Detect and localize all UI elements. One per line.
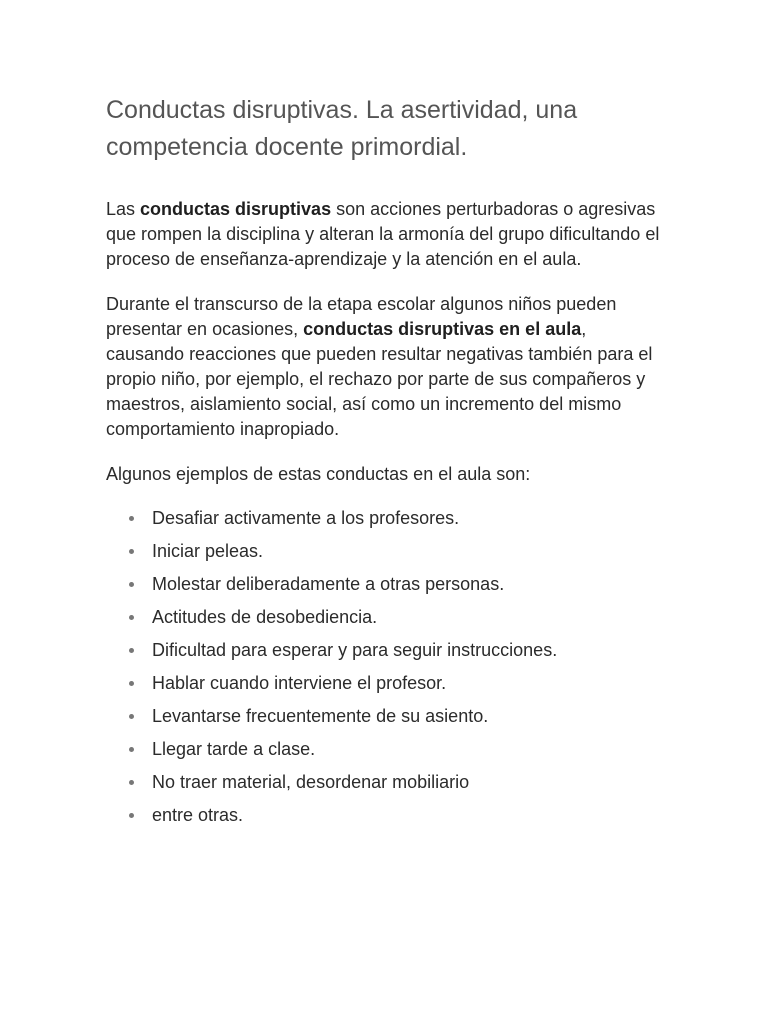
bullet-icon: [129, 582, 134, 587]
list-item: [106, 671, 666, 696]
bullet-icon: [129, 615, 134, 620]
document-page: [106, 92, 666, 836]
bullet-icon: [129, 648, 134, 653]
bullet-icon: [129, 714, 134, 719]
bullet-icon: [129, 549, 134, 554]
paragraph-definition: [106, 197, 666, 272]
bold-term: conductas disruptivas: [140, 199, 332, 219]
list-item: [106, 803, 666, 828]
list-item-text: Levantarse frecuentemente de su asiento.: [152, 706, 489, 726]
list-item: [106, 506, 666, 531]
document-title: [106, 92, 666, 166]
list-item: [106, 539, 666, 564]
examples-list: [106, 506, 666, 828]
list-item-text: Molestar deliberadamente a otras personas.: [152, 574, 505, 594]
list-item: [106, 605, 666, 630]
list-item-text: Llegar tarde a clase.: [152, 739, 316, 759]
list-item: [106, 770, 666, 795]
bullet-icon: [129, 747, 134, 752]
list-item-text: Desafiar activamente a los profesores.: [152, 508, 460, 528]
paragraph-text: Las: [106, 199, 141, 219]
paragraph-text: , causando reacciones que pueden resultar negativas también para el propio niño, por ejemplo, el rechazo por parte de sus compañeros y maestros, aislamiento social, así como un incremento del mismo comportamiento inapropiado.: [106, 319, 653, 439]
list-item-text: Iniciar peleas.: [152, 541, 264, 561]
list-item: [106, 572, 666, 597]
list-item-text: No traer material, desordenar mobiliario: [152, 772, 470, 792]
paragraph-text: son acciones perturbadoras o agresivas que rompen la disciplina y alteran la armonía del grupo dificultando el proceso de enseñanza-aprendizaje y la atención en el aula.: [106, 199, 660, 269]
list-item: [106, 737, 666, 762]
paragraph-context: [106, 292, 666, 442]
list-item-text: Hablar cuando interviene el profesor.: [152, 673, 447, 693]
paragraph-text: Durante el transcurso de la etapa escolar algunos niños pueden presentar en ocasiones,: [106, 294, 617, 339]
title-line-2: competencia docente primordial.: [106, 133, 468, 161]
list-item-text: Dificultad para esperar y para seguir instrucciones.: [152, 640, 558, 660]
paragraph-examples-intro: Algunos ejemplos de estas conductas en el aula son:: [106, 464, 531, 484]
list-item: [106, 638, 666, 663]
list-item: [106, 704, 666, 729]
list-item-text: Actitudes de desobediencia.: [152, 607, 378, 627]
bullet-icon: [129, 516, 134, 521]
list-item-text: entre otras.: [152, 805, 244, 825]
bullet-icon: [129, 813, 134, 818]
bullet-icon: [129, 681, 134, 686]
bullet-icon: [129, 780, 134, 785]
title-line-1: Conductas disruptivas. La asertividad, una: [106, 96, 578, 124]
bold-term: conductas disruptivas en el aula: [303, 319, 582, 339]
